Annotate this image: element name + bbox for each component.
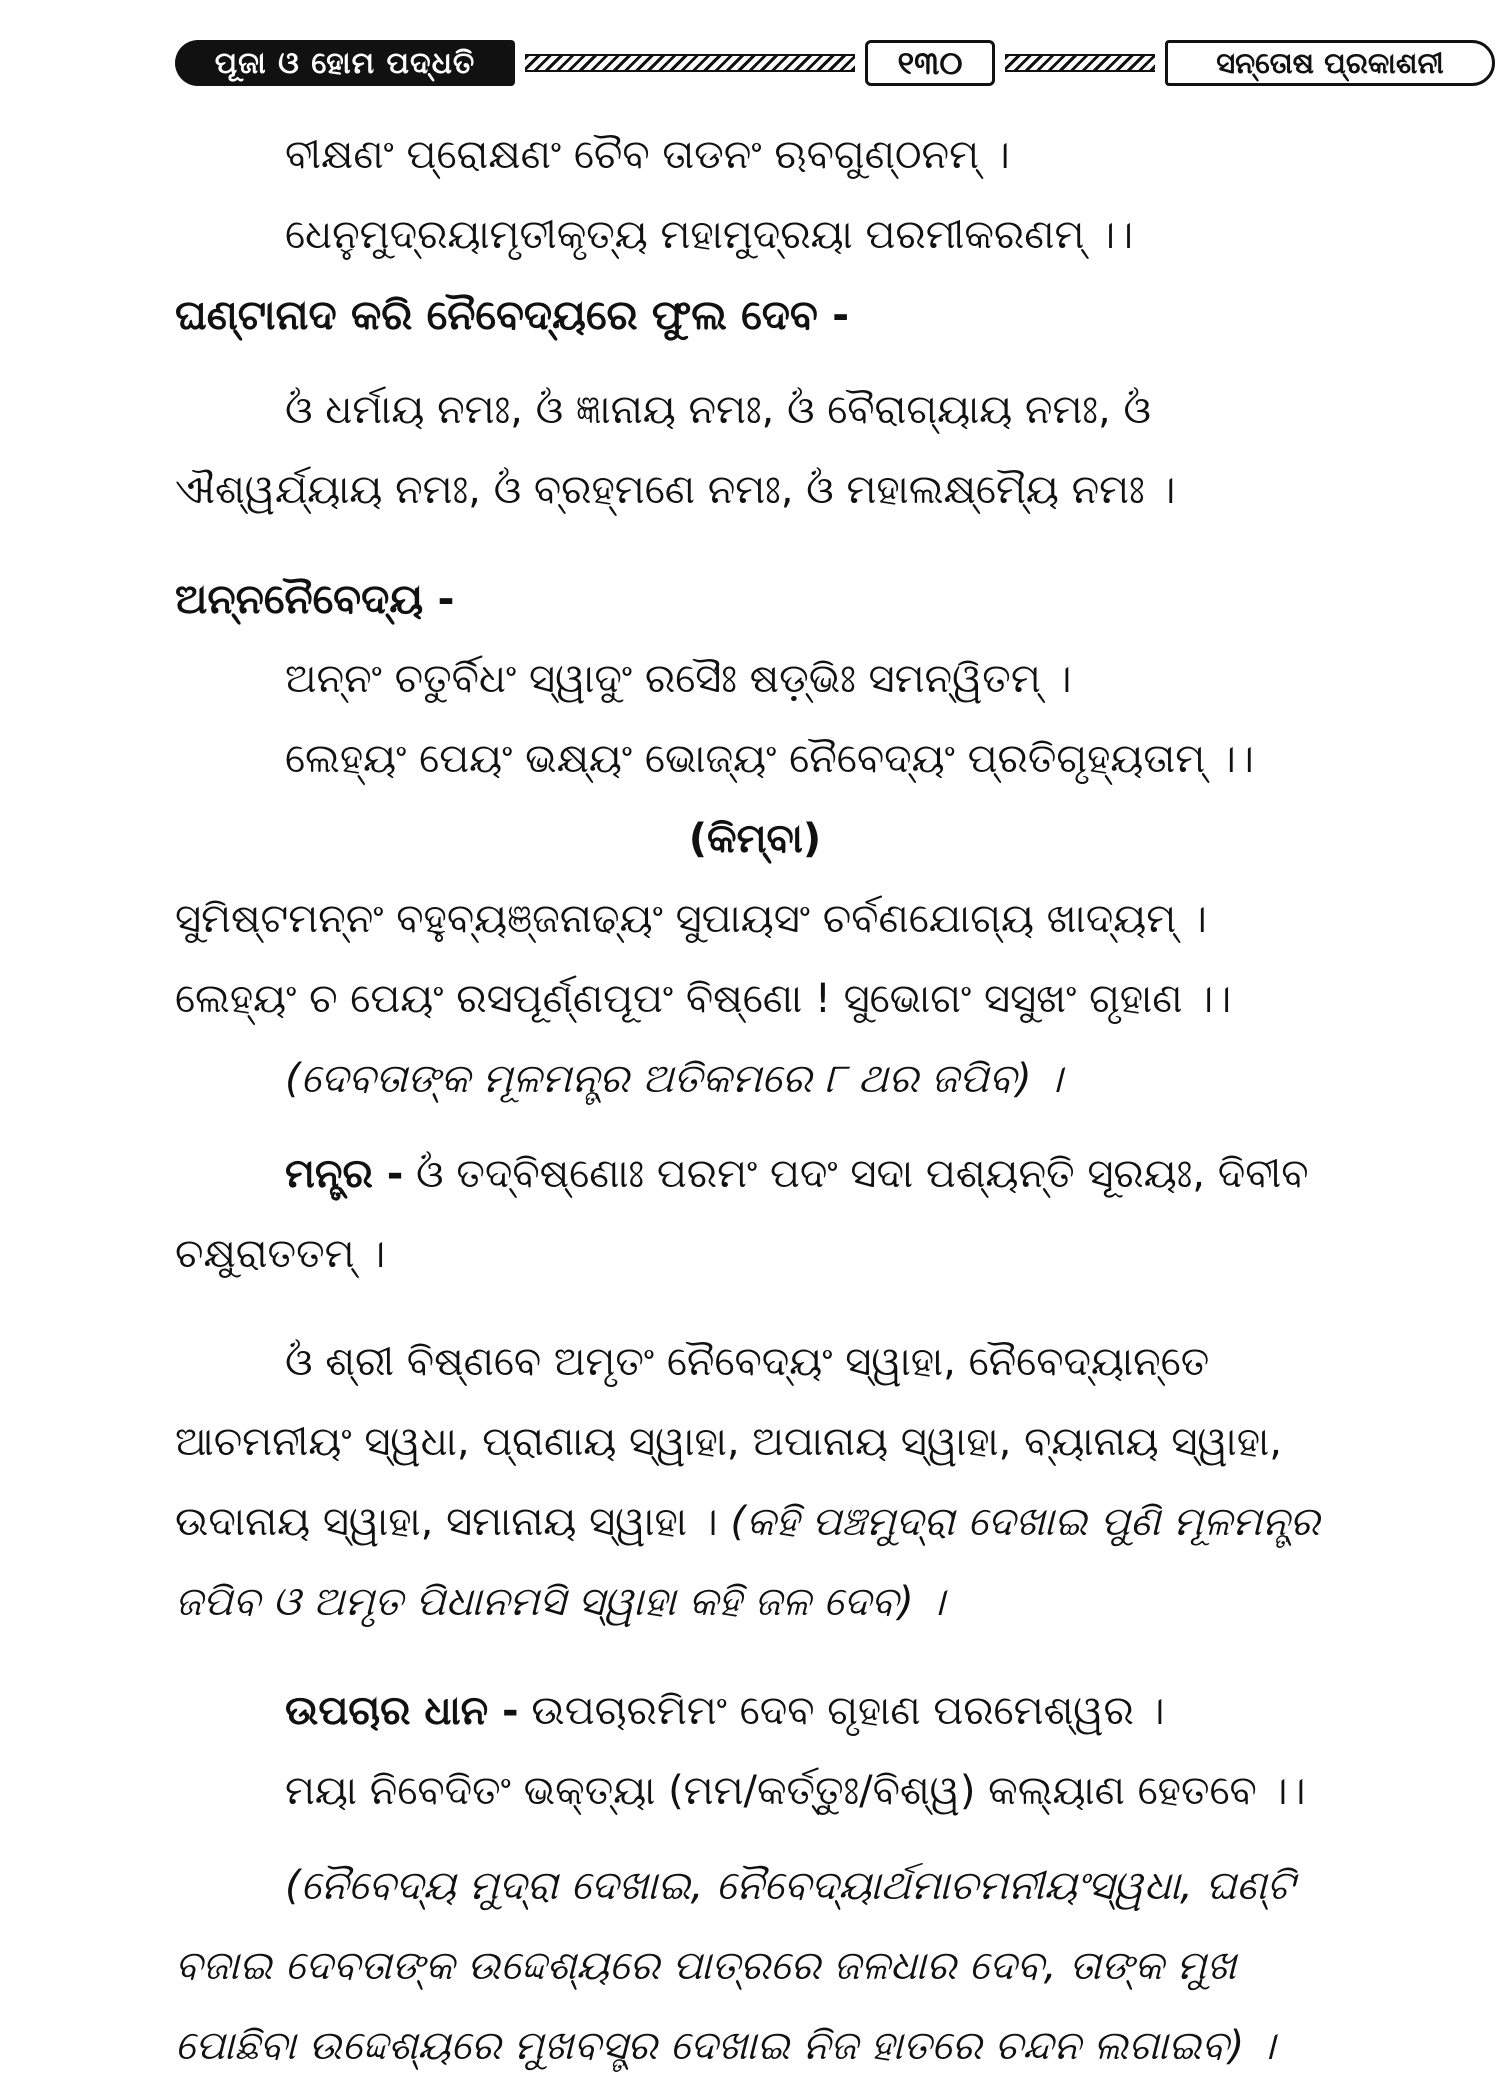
upachara-label: ଉପଚାର ଧାନ - xyxy=(285,1688,519,1734)
verse-line: ଲେହ୍ୟଂ ଚ ପେୟଂ ରସପୂର୍ଣ୍ଣପୂପଂ ବିଷ୍ଣୋ ! ସୁଭୋଗଂ ସସୁଖଂ ଗୃହାଣ ।। xyxy=(175,976,1232,1022)
mantra-paragraph xyxy=(175,1322,1335,1642)
mantra-paragraph: ଓଁ ଧର୍ମାୟ ନମଃ, ଓଁ ଜ୍ଞାନାୟ ନମଃ, ଓଁ ବୈରାଗ୍ୟାୟ ନମଃ, ଓଁ ଐଶ୍ୱର୍ଯ୍ୟାୟ ନମଃ, ଓଁ ବ୍ରହ୍ମଣେ ନମଃ, ଓଁ ମହାଲକ୍ଷ୍ମ୍ୟୈ ନମଃ । xyxy=(175,387,1176,513)
section-heading: ଘଣ୍ଟାନାଦ କରି ନୈବେଦ୍ୟରେ ଫୁଲ ଦେବ - xyxy=(175,291,850,339)
page-number: ୧୩୦ xyxy=(865,40,995,86)
alternative-marker: (କିମ୍ବା) xyxy=(688,816,822,862)
page-body xyxy=(175,130,1335,2086)
verse-line: ଲେହ୍ୟଂ ପେୟଂ ଭକ୍ଷ୍ୟଂ ଭୋଜ୍ୟଂ ନୈବେଦ୍ୟଂ ପ୍ରତିଗୃହ୍ୟତାମ୍ ।। xyxy=(285,736,1254,782)
mantra-label: ମନ୍ତ୍ର - xyxy=(285,1151,404,1197)
upachara-text: ଉପଚାରମିମଂ ଦେବ ଗୃହାଣ ପରମେଶ୍ୱର । xyxy=(531,1688,1165,1734)
mantra-paragraph xyxy=(175,1134,1335,1294)
running-header xyxy=(175,40,1444,86)
verse-line: ସୁମିଷ୍ଟମନ୍ନଂ ବହୁବ୍ୟଞ୍ଜନାଢ୍ୟଂ ସୁପାୟସଂ ଚର୍ବଣଯୋଗ୍ୟ ଖାଦ୍ୟମ୍ । xyxy=(175,896,1207,942)
section-heading: ଅନ୍ନନୈବେଦ୍ୟ - xyxy=(175,575,455,623)
verse-line xyxy=(175,1686,1335,1736)
header-rule-right xyxy=(1005,54,1155,72)
instruction-line: (ଦେବତାଙ୍କ ମୂଳମନ୍ତ୍ର ଅତିକମରେ ୮ ଥର ଜପିବ) । xyxy=(285,1056,1063,1102)
header-rule-left xyxy=(525,54,855,72)
verse-line: ମୟା ନିବେଦିତଂ ଭକ୍ତ୍ୟା (ମମ/କର୍ତ୍ତୁଃ/ବିଶ୍ୱ) କଲ୍ୟାଣ ହେତବେ ।। xyxy=(285,1768,1306,1814)
mantra-text: ଓଁ ତଦ୍‌ବିଷ୍ଣୋଃ ପରମଂ ପଦଂ ସଦା ପଶ୍ୟନ୍ତି ସୂରୟଃ, ଦିବୀବ ଚକ୍ଷୁରାତତମ୍ । xyxy=(175,1151,1309,1277)
verse-line: ବୀକ୍ଷଣଂ ପ୍ରୋକ୍ଷଣଂ ଚୈବ ତାଡନଂ ଋବଗୁଣ୍ଠନମ୍ । xyxy=(285,132,1010,178)
verse-line: ଧେନୁମୁଦ୍ରୟାମୃତୀକୃତ୍ୟ ମହାମୁଦ୍ରୟା ପରମୀକରଣମ୍ ।। xyxy=(285,212,1134,258)
instruction-text: (କହି ପଞ୍ଚମୁଦ୍ରା ଦେଖାଇ ପୁଣି ମୂଳମନ୍ତ୍ର ଜପିବ ଓ ଅମୃତ ପିଧାନମସି ସ୍ୱାହା କହି ଜଳ ଦେବ) । xyxy=(175,1499,1320,1625)
mantra-text: ଓଁ ଶ୍ରୀ ବିଷ୍ଣବେ ଅମୃତଂ ନୈବେଦ୍ୟଂ ସ୍ୱାହା, ନୈବେଦ୍ୟାନ୍ତେ ଆଚମନୀୟଂ ସ୍ୱଧା, ପ୍ରାଣାୟ ସ୍ୱାହା, ଅପାନାୟ ସ୍ୱାହା, ବ୍ୟାନାୟ ସ୍ୱାହା, ଉଦାନାୟ ସ୍ୱାହା, ସମାନାୟ ସ୍ୱାହା । xyxy=(175,1339,1282,1545)
verse-line: ଅନ୍ନଂ ଚତୁର୍ବିଧଂ ସ୍ୱାଦୁଂ ରସୈଃ ଷଡ଼୍‌ଭିଃ ସମନ୍ୱିତମ୍ । xyxy=(285,656,1072,702)
publisher-name: ସନ୍ତୋଷ ପ୍ରକାଶନୀ xyxy=(1165,40,1495,86)
instruction-paragraph: (ନୈବେଦ୍ୟ ମୁଦ୍ରା ଦେଖାଇ, ନୈବେଦ୍ୟାର୍ଥମାଚମନୀୟଂସ୍ୱଧା, ଘଣ୍ଟି ବଜାଇ ଦେବତାଙ୍କ ଉଦ୍ଦେଶ୍ୟରେ ପାତ୍ରରେ ଜଳଧାର ଦେବ, ତାଙ୍କ ମୁଖ ପୋଛିବା ଉଦ୍ଦେଶ୍ୟରେ ମୁଖବସ୍ତ୍ର ଦେଖାଇ ନିଜ ହାତରେ ଚନ୍ଦନ ଲଗାଇବ) । xyxy=(175,1863,1295,2069)
book-title: ପୂଜା ଓ ହୋମ ପଦ୍ଧତି xyxy=(175,40,515,86)
